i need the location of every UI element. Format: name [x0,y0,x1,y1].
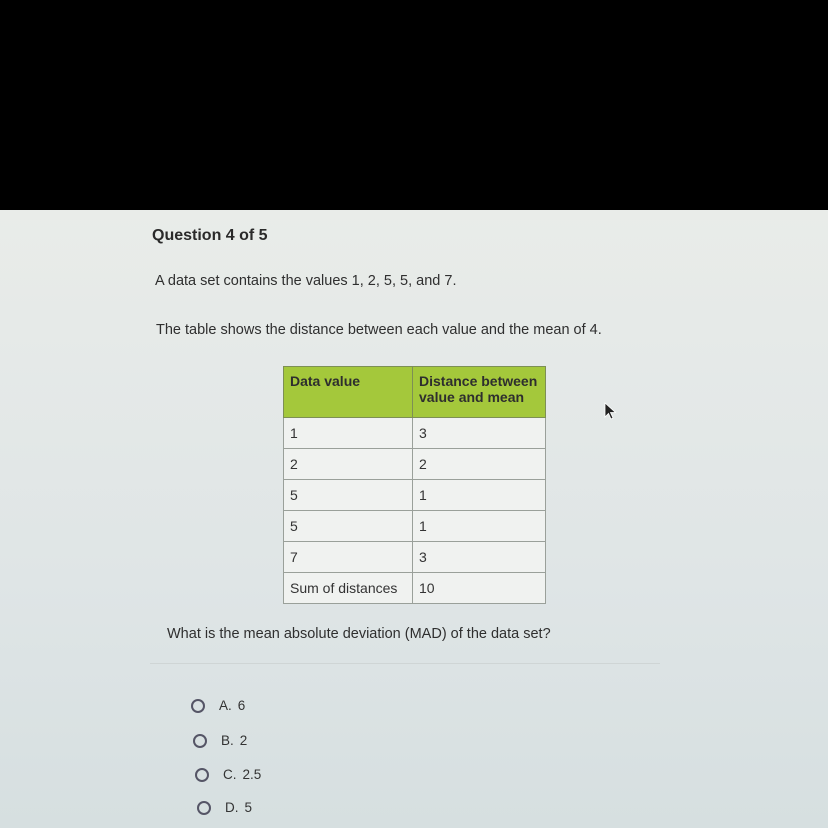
header-distance: Distance between value and mean [413,367,546,418]
question-text: What is the mean absolute deviation (MAD) of the data set? [167,626,551,642]
table-cell: 3 [413,542,546,573]
table-row [284,511,546,542]
option-c[interactable] [195,767,261,782]
header-data-value: Data value [284,367,413,418]
table-cell: 1 [413,480,546,511]
table-cell: 10 [413,573,546,604]
table-header-row [284,367,546,418]
option-text: 5 [244,800,253,815]
table-row [284,418,546,449]
table-cell: 3 [413,418,546,449]
option-d[interactable] [197,800,252,815]
radio-circle-icon[interactable] [191,699,205,713]
table-cell: 7 [284,542,413,573]
table-cell: 5 [284,511,413,542]
option-text: 2 [239,733,248,748]
option-a[interactable] [191,698,245,713]
prompt-text-1: A data set contains the values 1, 2, 5, 5, and 7. [155,273,457,289]
quiz-screen [0,210,828,828]
table-cell: Sum of distances [284,573,413,604]
option-text: 6 [237,698,246,713]
question-header: Question 4 of 5 [152,227,268,244]
option-letter: D. [225,800,239,815]
table-row [284,542,546,573]
divider [150,663,660,664]
table-cell: 1 [284,418,413,449]
radio-circle-icon[interactable] [193,734,207,748]
option-letter: C. [223,767,237,782]
distance-table [283,366,546,604]
table-row [284,449,546,480]
option-text: 2.5 [242,767,262,782]
radio-circle-icon[interactable] [195,768,209,782]
option-letter: B. [221,733,234,748]
radio-circle-icon[interactable] [197,801,211,815]
table-cell: 2 [413,449,546,480]
table-cell: 2 [284,449,413,480]
option-letter: A. [219,698,232,713]
table-cell: 1 [413,511,546,542]
option-b[interactable] [193,733,247,748]
table-cell: 5 [284,480,413,511]
table-row-sum [284,573,546,604]
table-row [284,480,546,511]
prompt-text-2: The table shows the distance between each value and the mean of 4. [156,322,602,338]
